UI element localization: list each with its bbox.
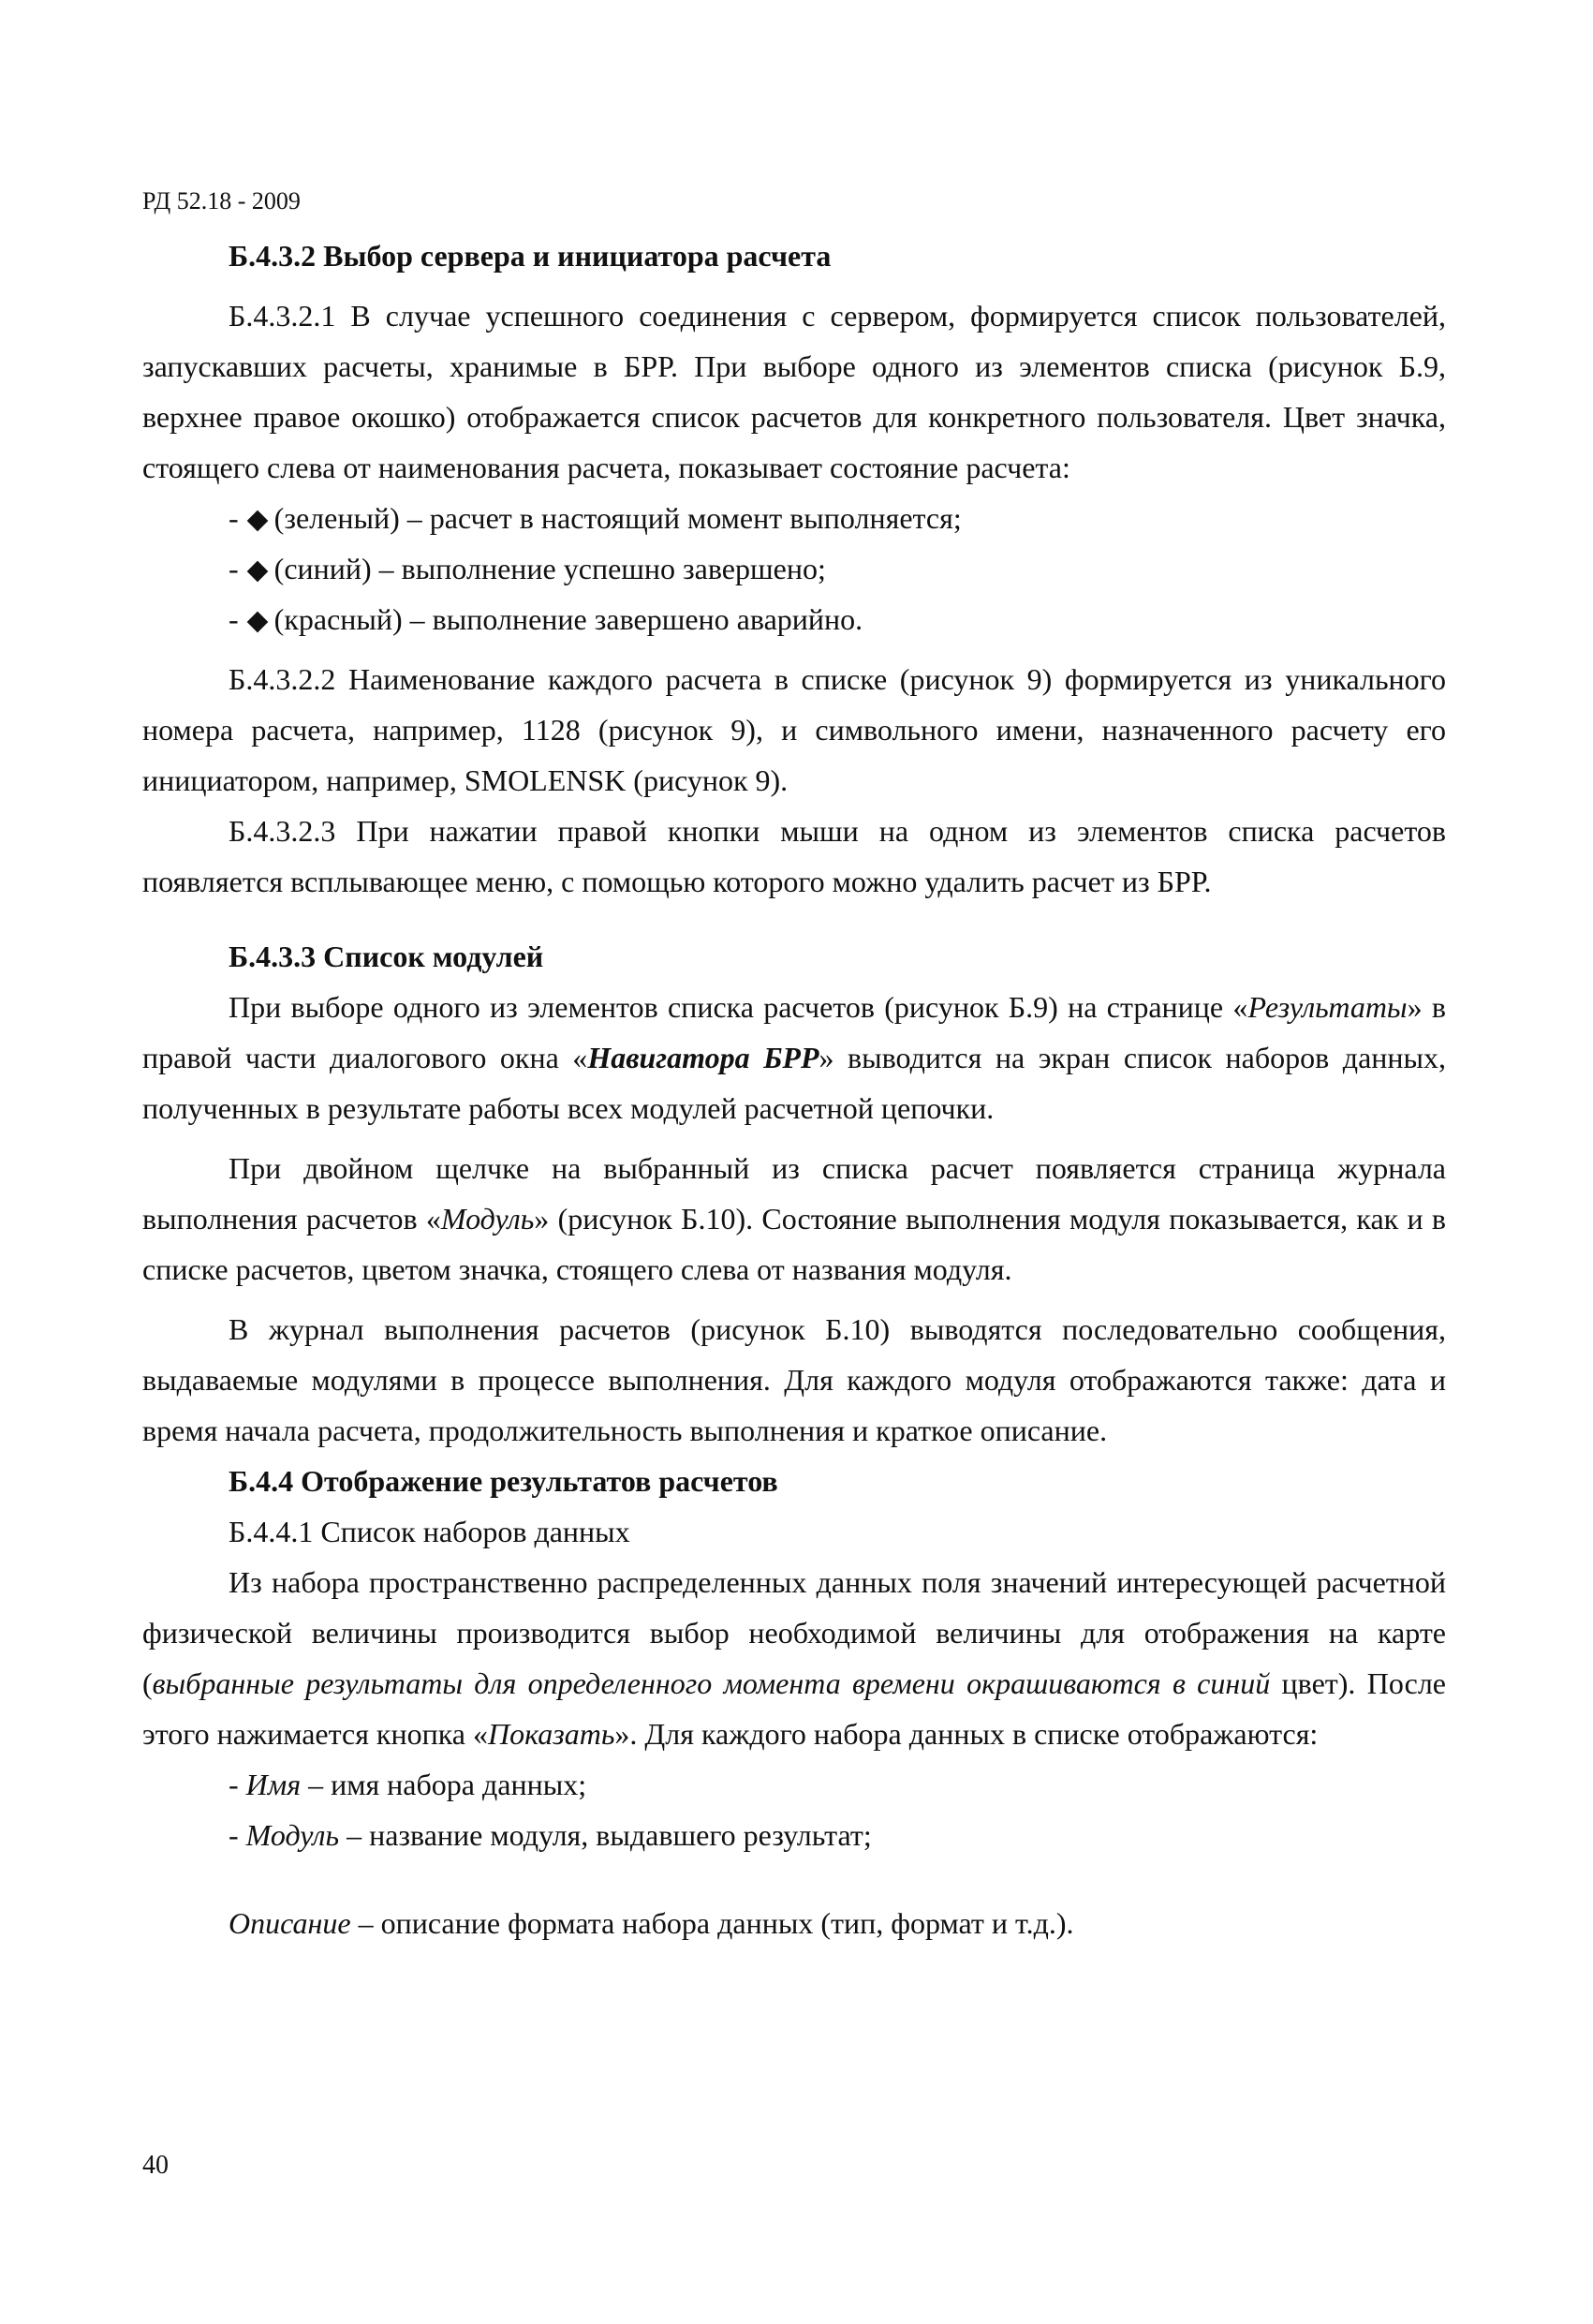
list-item-name	[142, 1759, 1446, 1810]
section-heading-b4-3-2: Б.4.3.2 Выбор сервера и инициатора расчета	[229, 239, 832, 273]
text-run: цвет). После этого нажимается кнопка «	[142, 1666, 1447, 1751]
list-item-status-blue	[142, 543, 1446, 594]
text-run: Из набора пространственно распределенных данных поля значений интересующей расчетной физической величины производится выбор необходимой величины для отображения на карте (	[142, 1565, 1446, 1700]
list-item-status-red	[142, 594, 1446, 644]
list-item-text: (синий) – выполнение успешно завершено;	[273, 552, 826, 585]
list-item-term: Имя	[245, 1768, 302, 1801]
diamond-icon-blue	[246, 560, 268, 582]
text-run-bold-italic: Навигатора БРР	[587, 1041, 819, 1074]
list-dash: -	[229, 1768, 239, 1801]
diamond-icon-green	[246, 510, 268, 531]
section-heading-b4-4: Б.4.4 Отображение результатов расчетов	[229, 1464, 778, 1498]
list-item-term: Модуль	[245, 1818, 340, 1852]
page-number: 40	[142, 2151, 169, 2180]
document-code: РД 52.18 - 2009	[142, 187, 301, 215]
text-run-italic: Модуль	[440, 1202, 535, 1236]
section-heading-b4-3-3: Б.4.3.3 Список модулей	[229, 940, 544, 973]
list-item-text: – имя набора данных;	[301, 1768, 587, 1801]
paragraph-module-list-3: В журнал выполнения расчетов (рисунок Б.10) выводятся последовательно сообщения, выдаваемые модулями в процессе выполнения. Для каждого модуля отображаются также: дата и время начала расчета, продолжительность выполнения и краткое описание.	[142, 1312, 1446, 1447]
text-run: При двойном щелчке на выбранный из списка расчет появляется страница журнала выполнения расчетов «	[142, 1151, 1446, 1236]
diamond-icon-red	[246, 611, 268, 632]
list-item-status-green	[142, 493, 1446, 543]
list-item-module	[142, 1810, 1446, 1860]
list-item-term: Описание	[229, 1906, 351, 1940]
text-run: » выводится на экран список наборов данных, полученных в результате работы всех модулей расчетной цепочки.	[142, 1041, 1447, 1125]
text-run-italic: Показать	[487, 1717, 615, 1751]
list-item-text: (красный) – выполнение завершено аварийно.	[273, 602, 863, 636]
text-run: ». Для каждого набора данных в списке отображаются:	[614, 1717, 1319, 1751]
paragraph-description	[142, 1898, 1446, 1948]
page-content	[142, 230, 1446, 1948]
paragraph-b4-3-2-2: Б.4.3.2.2 Наименование каждого расчета в списке (рисунок 9) формируется из уникального номера расчета, например, 1128 (рисунок 9), и символьного имени, назначенного расчету его инициатором, например, SMOLENSK (рисунок 9).	[142, 662, 1446, 797]
list-dash: -	[229, 602, 239, 636]
list-item-text: – описание формата набора данных (тип, формат и т.д.).	[350, 1906, 1074, 1940]
text-run: » (рисунок Б.10). Состояние выполнения модуля показывается, как и в списке расчетов, цветом значка, стоящего слева от названия модуля.	[142, 1202, 1447, 1286]
list-dash: -	[229, 501, 239, 535]
list-dash: -	[229, 552, 239, 585]
list-dash: -	[229, 1818, 239, 1852]
text-run-italic: Результаты	[1247, 990, 1408, 1024]
text-run-italic: выбранные результаты для определенного момента времени окрашиваются в синий	[152, 1666, 1271, 1700]
text-run: » в правой части диалогового окна «	[142, 990, 1447, 1074]
subheading-b4-4-1: Б.4.4.1 Список наборов данных	[229, 1515, 630, 1548]
paragraph-b4-3-2-3: Б.4.3.2.3 При нажатии правой кнопки мыши на одном из элементов списка расчетов появляется всплывающее меню, с помощью которого можно удалить расчет из БРР.	[142, 814, 1446, 898]
paragraph-b4-3-2-1: Б.4.3.2.1 В случае успешного соединения с сервером, формируется список пользователей, запускавших расчеты, хранимые в БРР. При выборе одного из элементов списка (рисунок Б.9, верхнее правое окошко) отображается список расчетов для конкретного пользователя. Цвет значка, стоящего слева от наименования расчета, показывает состояние расчета:	[142, 299, 1446, 484]
text-run: При выборе одного из элементов списка расчетов (рисунок Б.9) на странице «	[229, 990, 1248, 1024]
paragraph-datasets-1	[142, 1557, 1446, 1759]
paragraph-module-list-2	[142, 1143, 1446, 1295]
paragraph-module-list-1	[142, 982, 1446, 1133]
list-item-text: (зеленый) – расчет в настоящий момент выполняется;	[273, 501, 962, 535]
list-item-text: – название модуля, выдавшего результат;	[339, 1818, 872, 1852]
